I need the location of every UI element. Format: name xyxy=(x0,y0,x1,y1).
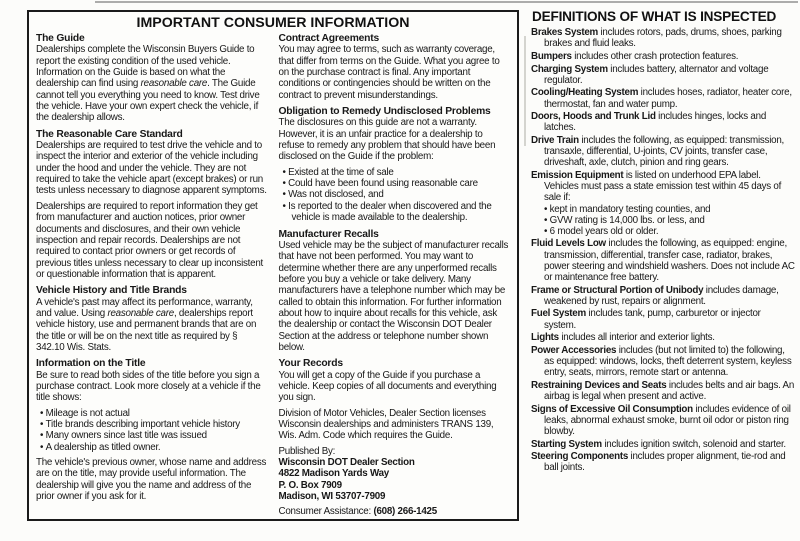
definition-entry xyxy=(531,332,795,343)
definition-text: includes proper alignment, tie-rod and ball joints. xyxy=(544,451,786,474)
definition-text: includes rotors, pads, drums, shoes, parking brakes and fluid leaks. xyxy=(544,27,782,50)
text-run: (608) 266-1425 xyxy=(373,506,437,518)
paragraph xyxy=(36,44,268,123)
definition-entry xyxy=(531,87,795,109)
definition-term: Cooling/Heating System xyxy=(531,87,641,99)
definition-text: includes all interior and exterior lights. xyxy=(561,332,715,344)
important-consumer-information-box xyxy=(27,10,519,521)
section-heading: Contract Agreements xyxy=(278,33,380,44)
definition-text: includes ignition switch, solenoid and starter. xyxy=(604,438,786,450)
text-run: You will get a copy of the Guide if you purchase a vehicle. Keep copies of all documents and everything you sign. xyxy=(278,369,497,404)
section-heading: Obligation to Remedy Undisclosed Problems xyxy=(278,106,491,118)
address-line: P. O. Box 7909 xyxy=(278,479,342,491)
bullet-item: • Could have been found using reasonable care xyxy=(283,178,511,189)
definition-text: includes other crash protection features. xyxy=(574,50,739,62)
bullet-list xyxy=(279,167,511,224)
definition-entry xyxy=(531,380,795,402)
definition-term: Fuel System xyxy=(531,308,589,320)
definition-entry xyxy=(531,308,795,330)
definition-text: includes (but not limited to) the following, as equipped: windows, locks, theft deterrent system, keyless entry, seats, mirrors, remote start or antenna. xyxy=(544,344,792,379)
definition-term: Brakes System xyxy=(531,27,601,39)
text-run: . The Guide cannot tell you everything you need to know. Test drive the vehicle. Have your own expert check the vehicle, if the dealership allows. xyxy=(36,78,260,124)
bullet-list xyxy=(36,408,268,453)
definition-term: Lights xyxy=(531,332,562,344)
definition-term: Signs of Excessive Oil Consumption xyxy=(531,403,696,415)
definition-entry xyxy=(531,51,795,62)
bullet-item: • Was not disclosed, and xyxy=(283,189,511,200)
definition-term: Frame or Structural Portion of Unibody xyxy=(531,284,706,296)
paragraph xyxy=(279,446,511,457)
text-run: Dealerships complete the Wisconsin Buyers Guide to report the existing condition of the used vehicle. Information on the Guide is based on what the dealership can find using xyxy=(36,44,255,90)
definition-term: Emission Equipment xyxy=(531,170,626,182)
text-run: Published By: xyxy=(278,445,336,457)
text-run: A vehicle's past may affect its performance, warranty, and value. Using xyxy=(36,296,253,319)
address-line: Wisconsin DOT Dealer Section xyxy=(278,457,415,469)
definition-entry xyxy=(531,135,795,168)
definitions-column xyxy=(531,8,795,474)
definition-term: Restraining Devices and Seats xyxy=(531,379,669,391)
definition-term: Doors, Hoods and Trunk Lid xyxy=(531,111,659,123)
bullet-item: • Mileage is not actual xyxy=(40,408,268,419)
definition-text: includes hinges, locks and latches. xyxy=(544,111,767,134)
definition-text: includes evidence of oil leaks, abnormal exhaust smoke, burnt oil odor or piston ring blowby. xyxy=(544,403,791,437)
scan-artifact-top-edge xyxy=(95,1,798,3)
definition-term: Drive Train xyxy=(531,135,582,147)
bullet-item: • A dealership as titled owner. xyxy=(40,442,268,453)
text-run: Consumer Assistance: xyxy=(278,506,374,518)
text-run: Dealerships are required to report information they get from manufacturer and auction notices, prior owner documents and disclosures, and their own vehicle inspection and repair records. Dealerships are not required to contact prior owners or get records of previous titles unless necessary to clear up inconsistent or questionable information that is apparent. xyxy=(36,200,263,280)
definition-entry xyxy=(531,64,795,86)
definition-text: is listed on underhood EPA label. Vehicles must pass a state emission test within 45 days of sale if: xyxy=(544,170,782,204)
definition-text: includes hoses, radiator, heater core, thermostat, fan and water pump. xyxy=(544,87,792,110)
definition-bullet-item: • GVW rating is 14,000 lbs. or less, and xyxy=(544,215,795,226)
definition-text: includes damage, weakened by rust, repairs or alignment. xyxy=(544,284,779,307)
bullet-item: • Title brands describing important vehicle history xyxy=(40,419,268,430)
section-heading: The Guide xyxy=(36,33,85,44)
section-heading: The Reasonable Care Standard xyxy=(36,128,183,140)
document-section xyxy=(279,229,511,354)
middle-column xyxy=(279,33,511,518)
text-run: Dealerships are required to test drive the vehicle and to inspect the interior and exterior of the vehicle including under the hood and under the vehicle. They are not required to take the vehicle apart (except brakes) or run tests unless necessary to diagnose apparent symptoms. xyxy=(36,140,267,197)
address-line: Madison, WI 53707-7909 xyxy=(278,491,386,503)
definition-term: Bumpers xyxy=(531,50,575,62)
text-run: The vehicle's previous owner, whose name and address are on the title, may provide useful information. The dealership will give you the name and address of the prior owner if you ask for it. xyxy=(36,457,267,503)
section-heading: Your Records xyxy=(278,358,343,370)
text-run: , dealerships report vehicle history, use and permanent brands that are on the title or will be on the next title as required by § 342.10 Wis. Stats. xyxy=(36,307,257,353)
paragraph xyxy=(279,117,511,162)
document-section xyxy=(279,33,511,101)
document-section xyxy=(36,358,268,502)
definitions-title: DEFINITIONS OF WHAT IS INSPECTED xyxy=(532,9,777,24)
text-run: You may agree to terms, such as warranty coverage, that differ from terms on the Guide. What you agree to on the purchase contract is final. Any important conditions or contingencies should be written on the contract to prevent misunderstandings. xyxy=(278,44,500,101)
definition-term: Fluid Levels Low xyxy=(531,238,609,250)
definition-entry xyxy=(531,111,795,133)
document-section xyxy=(36,33,268,124)
definition-entry xyxy=(531,170,795,237)
section-heading: Manufacturer Recalls xyxy=(278,228,379,240)
bullet-item: • Is reported to the dealer when discovered and the vehicle is made available to the dealership. xyxy=(283,201,511,224)
text-run: Used vehicle may be the subject of manufacturer recalls that have not been performed. You may want to determine whether there are any unperformed recalls before you buy a vehicle or take delivery. Many manufacturers have a telephone number which may be called to obtain this information. For further information about how to inquire about recalls for this vehicle, ask the dealership or contact the Wisconsin DOT Dealer Section at the address or telephone number shown below. xyxy=(278,239,509,353)
text-run: reasonable care xyxy=(140,78,208,90)
paragraph xyxy=(36,457,268,502)
definition-term: Charging System xyxy=(531,63,611,75)
paragraph xyxy=(279,44,511,101)
paragraph xyxy=(36,297,268,354)
definition-bullet-item: • 6 model years old or older. xyxy=(544,226,795,237)
bullet-item: • Many owners since last title was issued xyxy=(40,430,268,441)
definition-entry xyxy=(531,285,795,307)
scan-artifact-fold-line xyxy=(524,36,526,146)
document-section xyxy=(279,106,511,223)
address-line: 4822 Madison Yards Way xyxy=(278,468,389,480)
paragraph xyxy=(36,140,268,197)
document-section xyxy=(279,358,511,517)
definition-text: includes belts and air bags. An airbag is legal when present and active. xyxy=(544,379,795,402)
text-run: Division of Motor Vehicles, Dealer Section licenses Wisconsin dealerships and administers TRANS 139, Wis. Adm. Code which requires the Guide. xyxy=(278,407,494,442)
definition-text: includes battery, alternator and voltage regulator. xyxy=(544,63,769,86)
section-heading: Information on the Title xyxy=(36,358,146,370)
definition-entry xyxy=(531,451,795,473)
definition-term: Power Accessories xyxy=(531,344,619,356)
left-column xyxy=(36,33,268,518)
paragraph xyxy=(36,201,268,280)
section-heading: Vehicle History and Title Brands xyxy=(36,285,187,297)
text-run: The disclosures on this guide are not a warranty. However, it is an unfair practice for a dealership to refuse to remedy any problem that should have been disclosed on the Guide if the problem: xyxy=(278,117,496,163)
paragraph xyxy=(279,370,511,404)
definitions-list xyxy=(531,27,795,473)
bullet-item: • Existed at the time of sale xyxy=(283,167,511,178)
definition-entry xyxy=(531,27,795,49)
definition-term: Steering Components xyxy=(531,451,631,463)
text-run: Be sure to read both sides of the title before you sign a purchase contract. Look more closely at a vehicle if the title shows: xyxy=(36,369,261,404)
definition-term: Starting System xyxy=(531,438,605,450)
paragraph xyxy=(36,370,268,404)
box-columns xyxy=(36,33,510,518)
definition-entry xyxy=(531,345,795,378)
box-title: IMPORTANT CONSUMER INFORMATION xyxy=(136,15,410,31)
document-section xyxy=(36,129,268,280)
definition-entry xyxy=(531,439,795,450)
paragraph xyxy=(279,506,511,517)
text-run: reasonable care xyxy=(107,307,174,319)
paragraph xyxy=(279,408,511,442)
definition-bullet-item: • kept in mandatory testing counties, and xyxy=(544,204,795,215)
definition-bullet-list xyxy=(544,204,795,237)
definition-entry xyxy=(531,238,795,283)
paragraph xyxy=(279,240,511,353)
definition-text: includes tank, pump, carburetor or injector system. xyxy=(544,308,761,331)
document-section xyxy=(36,285,268,353)
definition-text: includes the following, as equipped: transmission, transaxle, differential, U-joints, CV joints, transfer case, driveshaft, axle, clutch, pinion and ring gears. xyxy=(544,135,784,169)
definition-text: includes the following, as equipped: engine, transmission, differential, transfer case, radiator, brakes, power steering and windshield washers. Does not include AC or maintenance free battery. xyxy=(544,238,795,283)
definition-entry xyxy=(531,404,795,437)
